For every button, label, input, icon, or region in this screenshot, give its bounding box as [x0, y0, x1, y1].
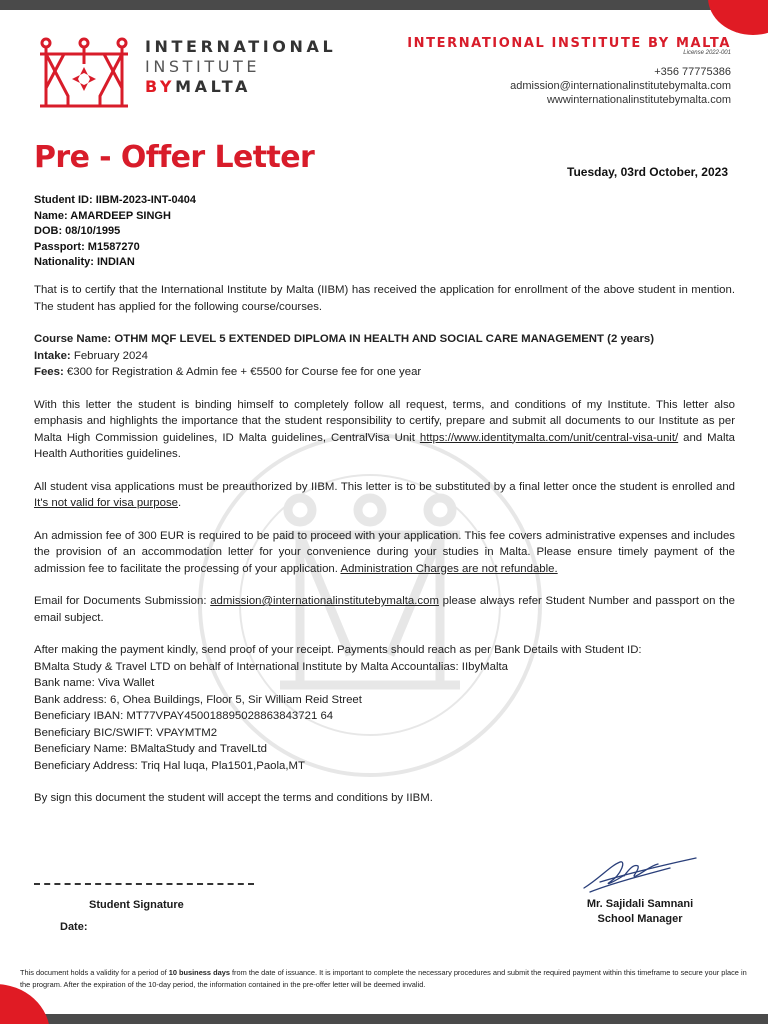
bank-name: Bank name: Viva Wallet: [34, 677, 155, 689]
fees-line: [34, 364, 735, 381]
institute-logo-icon: [38, 36, 130, 108]
logo-line-2: INSTITUTE: [145, 57, 261, 76]
closing-paragraph: By sign this document the student will accept the terms and conditions by IIBM.: [34, 792, 433, 804]
binding-paragraph: [34, 397, 735, 463]
footer-bold: 10 business days: [168, 968, 230, 977]
institute-name: INTERNATIONAL INSTITUTE BY MALTA: [407, 36, 731, 51]
intake-value: February 2024: [70, 349, 148, 362]
student-passport: Passport: M1587270: [34, 240, 140, 253]
fee-text: An admission fee of 300 EUR is required to be paid to proceed with your application. This fee covers administrative expenses and includes the provision of an accommodation letter for your convenience during your studies in Malta. Please ensure timely payment of the admission fee to facilitate the processing of your application.: [34, 529, 735, 575]
central-visa-link[interactable]: https://www.identitymalta.com/unit/central-visa-unit/: [419, 431, 679, 444]
student-signature-label: Student Signature: [89, 899, 184, 911]
visa-text: All student visa applications must be preauthorized by IIBM. This letter is to be substituted by a final letter once the student is enrolled and: [34, 480, 735, 493]
license-number: License 2022-001: [683, 50, 731, 56]
visa-not-valid-note: It's not valid for visa purpose: [34, 497, 178, 509]
binding-text: With this letter the student is binding himself to completely follow all request, terms, and conditions of my Institute. This letter also emphasis and highlights the importance that the student responsibility to certify, prepare and submit all documents to our Institute as per Malta High Commission guidelines, ID Malta guidelines, CentralVisa Unit: [34, 398, 735, 444]
student-signature-line: [34, 883, 254, 885]
binding-tail: and Malta Health Authorities guidelines.: [34, 431, 735, 460]
payment-block: [34, 642, 735, 774]
logo-wordmark: [145, 37, 336, 97]
intro-paragraph: That is to certify that the International Institute by Malta (IIBM) has received the application for enrollment of the above student in mention. The student has applied for the following course/courses.: [34, 284, 735, 313]
top-border-bar: [0, 0, 768, 10]
header-contact-block: [407, 36, 731, 107]
header-website: wwwinternationalinstitutebymalta.com: [546, 94, 731, 106]
submission-email-link[interactable]: admission@internationalinstitutebymalta.com: [210, 595, 439, 607]
header-phone: +356 77775386: [654, 66, 731, 78]
student-details: [34, 193, 196, 271]
beneficiary-bic: Beneficiary BIC/SWIFT: VPAYMTM2: [34, 726, 218, 739]
manager-block: [555, 897, 725, 927]
payment-line-1: After making the payment kindly, send proof of your receipt. Payments should reach as per Bank Details with Student ID:: [34, 644, 642, 656]
corner-decoration-top-right: [708, 0, 768, 35]
course-block: [34, 331, 735, 381]
validity-footer: [20, 967, 756, 991]
bottom-border-bar: [0, 1014, 768, 1024]
intake-line: [34, 348, 735, 365]
manager-name: Mr. Sajidali Samnani: [586, 898, 694, 910]
date-label: Date:: [60, 921, 88, 933]
bank-address: Bank address: 6, Ohea Buildings, Floor 5, Sir William Reid Street: [34, 693, 362, 706]
document-title: Pre - Offer Letter: [34, 140, 315, 175]
payment-line-2: BMalta Study & Travel LTD on behalf of International Institute by Malta Accountalias: IIbyMalta: [34, 660, 509, 673]
logo-malta: MALTA: [175, 77, 252, 96]
letter-body: [34, 282, 735, 823]
header-email: admission@internationalinstitutebymalta.com: [510, 80, 731, 92]
logo-line-1: INTERNATIONAL: [145, 37, 337, 56]
student-name: Name: AMARDEEP SINGH: [34, 209, 171, 222]
beneficiary-address: Beneficiary Address: Triq Hal luqa, Pla1501,Paola,MT: [34, 759, 305, 772]
beneficiary-iban: Beneficiary IBAN: MT77VPAY450018895028863843721 64: [34, 710, 334, 722]
fees-value: €300 for Registration & Admin fee + €5500 for Course fee for one year: [63, 366, 422, 378]
student-id: Student ID: IIBM-2023-INT-0404: [34, 194, 196, 206]
manager-title: School Manager: [597, 913, 683, 925]
document-date: Tuesday, 03rd October, 2023: [567, 165, 728, 179]
email-paragraph: [34, 593, 735, 626]
footer-text-1: This document holds a validity for a period of: [20, 968, 169, 977]
student-dob: DOB: 08/10/1995: [34, 225, 121, 237]
non-refundable-note: Administration Charges are not refundable.: [340, 562, 558, 575]
visa-tail: .: [178, 497, 182, 509]
visa-paragraph: [34, 479, 735, 512]
email-tail: please always refer Student Number and passport on the email subject.: [34, 595, 735, 624]
manager-signature-icon: [580, 852, 700, 896]
fees-label: Fees:: [34, 366, 64, 378]
logo-line-3: [145, 77, 336, 97]
logo-by: BY: [145, 77, 176, 96]
email-text: Email for Documents Submission:: [34, 595, 211, 607]
intake-label: Intake:: [34, 349, 71, 362]
student-nationality: Nationality: INDIAN: [34, 256, 135, 268]
footer-text-2: from the date of issuance. It is important to complete the necessary procedures and submit the required payment within this timeframe to secure your place in the program. After the expiration of the 10-day period, the information contained in the pre-offer letter will be deemed invalid.: [20, 968, 747, 989]
course-name: Course Name: OTHM MQF LEVEL 5 EXTENDED DIPLOMA IN HEALTH AND SOCIAL CARE MANAGEMENT (2 years): [34, 333, 655, 345]
beneficiary-name: Beneficiary Name: BMaltaStudy and TravelLtd: [34, 743, 267, 755]
fee-paragraph: [34, 528, 735, 578]
